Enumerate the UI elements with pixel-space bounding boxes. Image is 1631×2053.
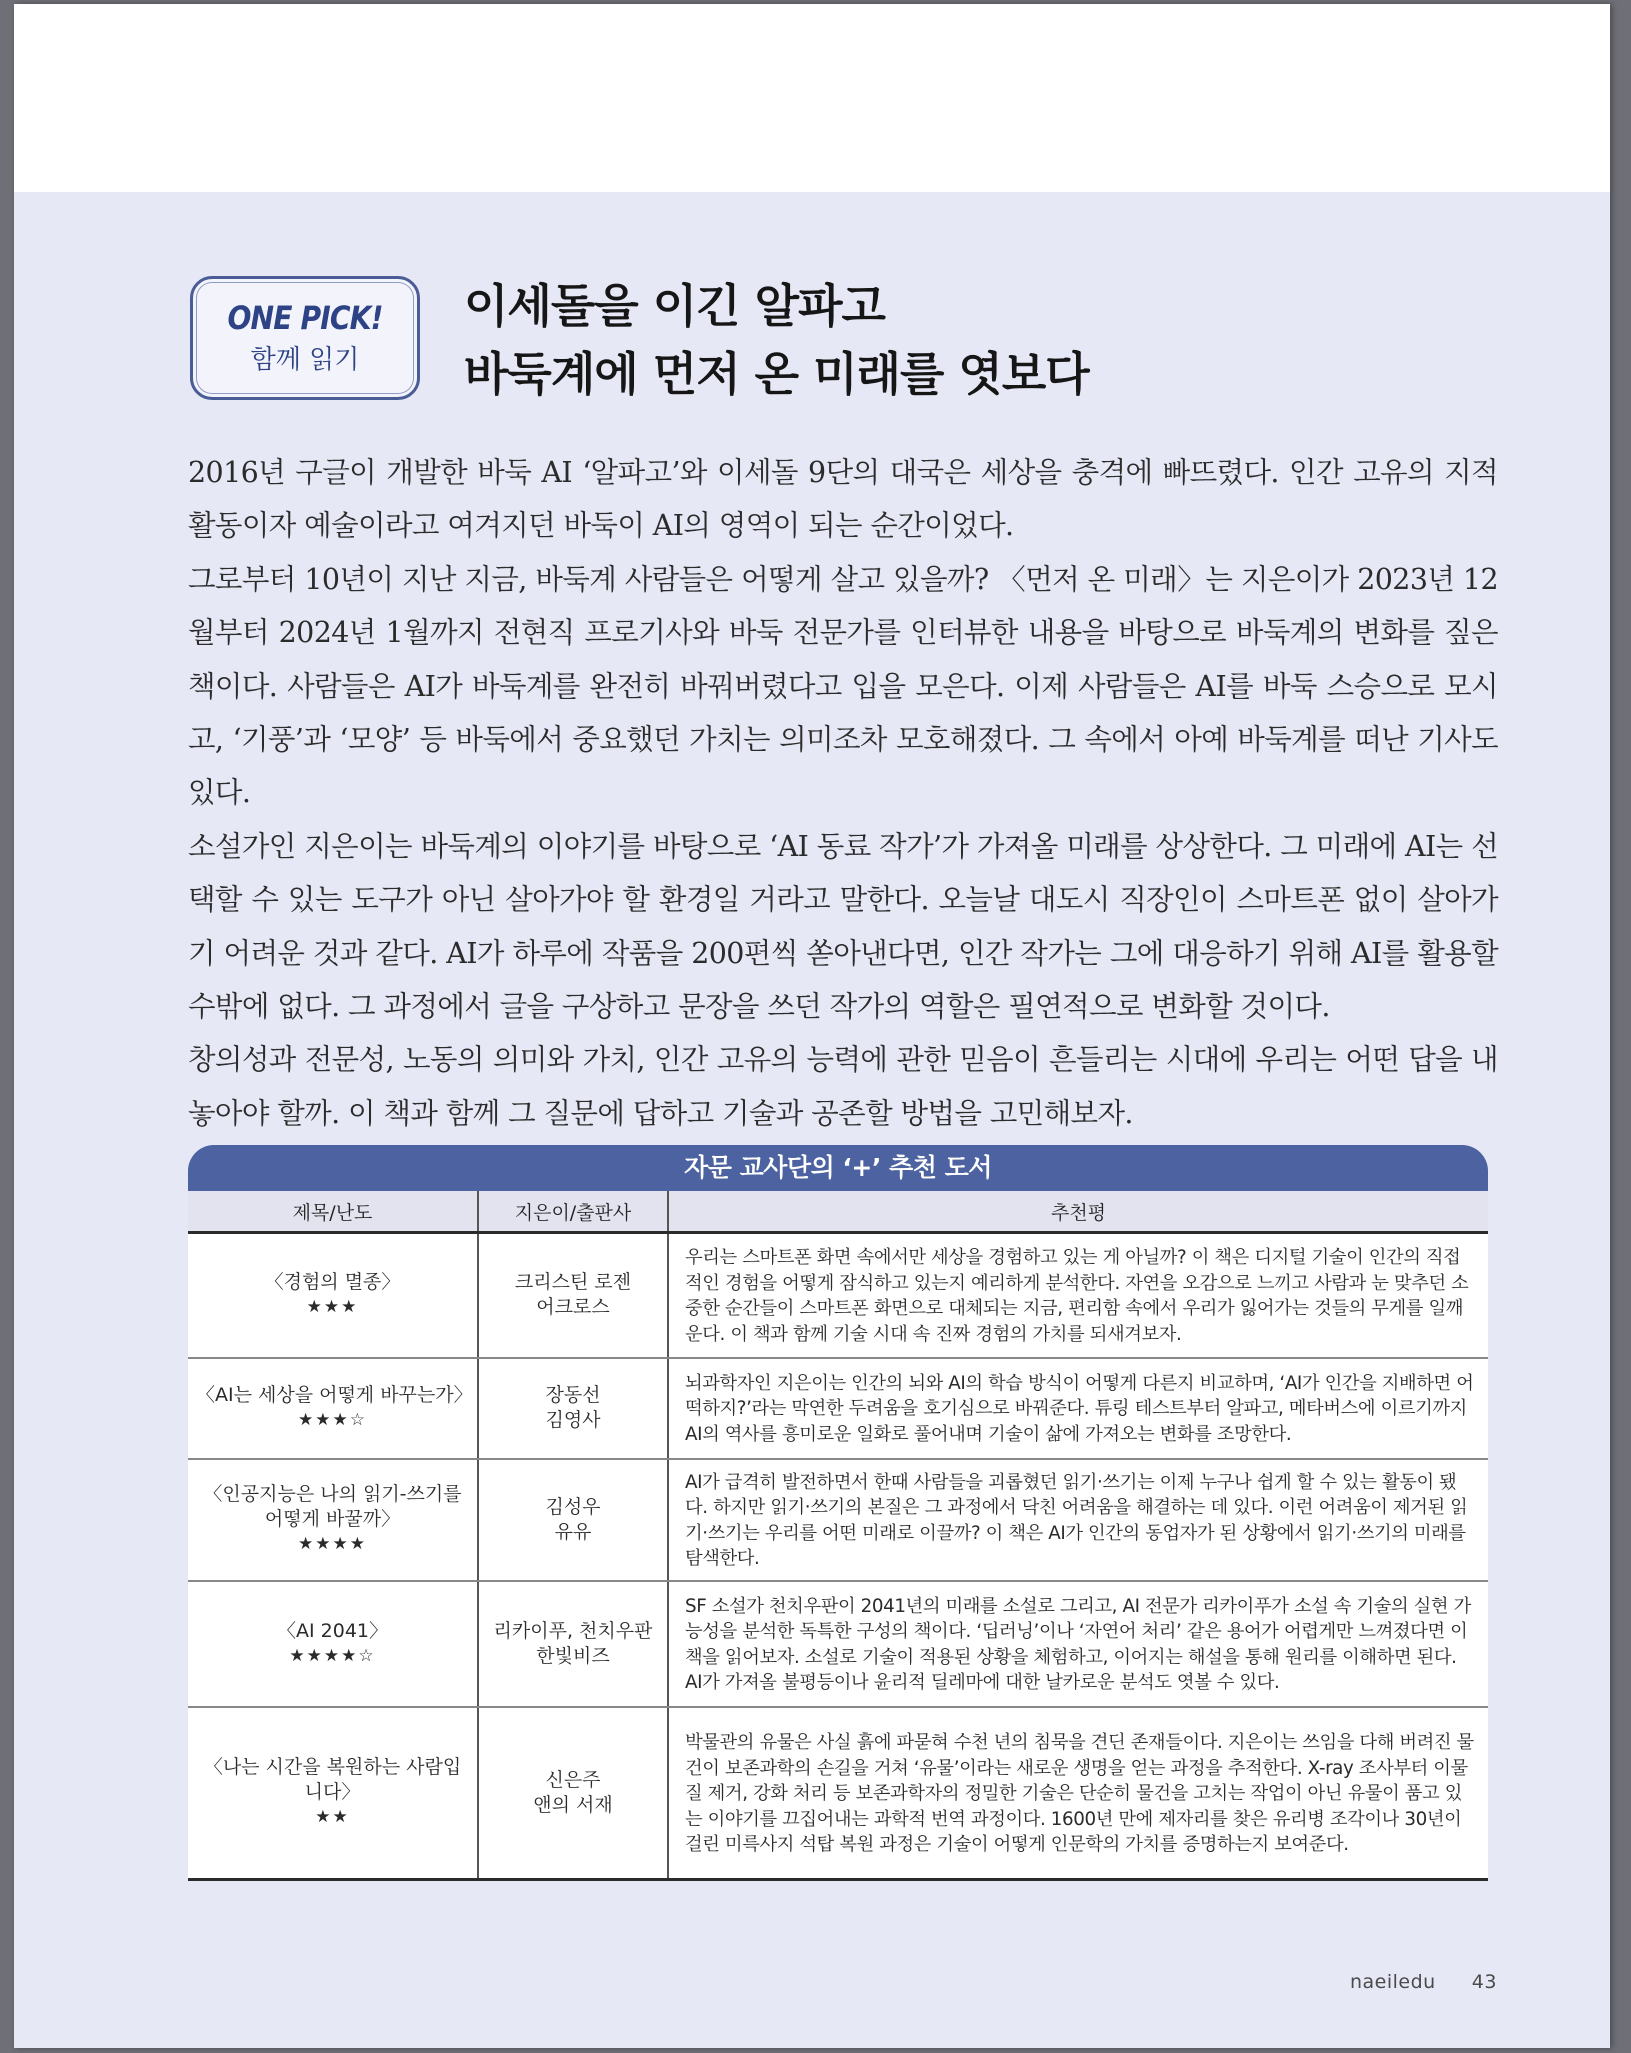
table-row	[188, 1358, 1488, 1459]
book-title: 〈AI 2041〉	[277, 1619, 388, 1642]
difficulty-stars: ★★★☆	[298, 1410, 367, 1430]
table-row	[188, 1581, 1488, 1707]
author-cell	[478, 1358, 668, 1459]
review-cell: 우리는 스마트폰 화면 속에서만 세상을 경험하고 있는 게 아닐까? 이 책은 디지털 기술이 인간의 직접적인 경험을 어떻게 잠식하고 있는지 예리하게 분석한다. 자연을 오감으로 느끼고 사람과 눈 맞추던 소중한 순간들이 스마트폰 화면으로 대체되는 지금, 편리함 속에서 우리가 잃어가는 것들의 무게를 일깨운다. 이 책과 함께 기술 시대 속 진짜 경험의 가치를 되새겨보자.	[668, 1233, 1488, 1358]
book-title-cell	[188, 1358, 478, 1459]
book-title-cell	[188, 1233, 478, 1358]
recommendation-title: 자문 교사단의 ‘+’ 추천 도서	[188, 1145, 1488, 1191]
table-row	[188, 1233, 1488, 1358]
author-cell	[478, 1707, 668, 1880]
recommendation-table	[188, 1191, 1488, 1881]
recommendation-box	[188, 1145, 1488, 1881]
author: 리카이푸, 천치우판	[493, 1619, 653, 1642]
headline-line-2: 바둑계에 먼저 온 미래를 엿보다	[464, 347, 1089, 401]
review-cell: SF 소설가 천치우판이 2041년의 미래를 소설로 그리고, AI 전문가 리카이푸가 소설 속 기술의 실현 가능성을 분석한 독특한 구성의 책이다. ‘딥러닝’이나 ‘자연어 처리’ 같은 용어가 어렵게만 느껴졌다면 이 책을 읽어보자. 소설로 기술이 적용된 상황을 체험하고, 이어지는 해설을 통해 원리를 이해하면 된다. AI가 가져올 불평등이나 윤리적 딜레마에 대한 날카로운 분석도 엿볼 수 있다.	[668, 1581, 1488, 1707]
footer-brand: naeiledu	[1350, 1971, 1436, 1993]
book-title: 〈경험의 멸종〉	[264, 1271, 401, 1294]
book-title: 〈나는 시간을 복원하는 사람입니다〉	[203, 1756, 462, 1804]
table-row	[188, 1459, 1488, 1581]
publisher: 유유	[554, 1520, 592, 1543]
book-title: 〈인공지능은 나의 읽기-쓰기를 어떻게 바꿀까〉	[203, 1483, 462, 1530]
review-cell: 박물관의 유물은 사실 흙에 파묻혀 수천 년의 침묵을 견딘 존재들이다. 지은이는 쓰임을 다해 버려진 물건이 보존과학의 손길을 거쳐 ‘유물’이라는 새로운 생명을 얻는 과정을 추적한다. X-ray 조사부터 이물질 제거, 강화 처리 등 보존과학자의 정밀한 기술은 단순히 물건을 고치는 작업이 아닌 유물이 품고 있는 이야기를 끄집어내는 과학적 번역 과정이다. 1600년 만에 제자리를 찾은 유리병 조각이나 30년이 걸린 미륵사지 석탑 복원 과정은 기술이 어떻게 인문학의 가치를 증명하는지 보여준다.	[668, 1707, 1488, 1880]
publisher: 어크로스	[536, 1296, 610, 1319]
difficulty-stars: ★★★★☆	[289, 1645, 376, 1666]
body-paragraph: 창의성과 전문성, 노동의 의미와 가치, 인간 고유의 능력에 관한 믿음이 흔들리는 시대에 우리는 어떤 답을 내놓아야 할까. 이 책과 함께 그 질문에 답하고 기술과 공존할 방법을 고민해보자.	[188, 1043, 1498, 1130]
table-row	[188, 1707, 1488, 1880]
review-cell: AI가 급격히 발전하면서 한때 사람들을 괴롭혔던 읽기·쓰기는 이제 누구나 쉽게 할 수 있는 활동이 됐다. 하지만 읽기·쓰기의 본질은 그 과정에서 닥친 어려움을 해결하는 데 있다. 이런 어려움이 제거된 읽기·쓰기는 우리를 어떤 미래로 이끌까? 이 책은 AI가 인간의 동업자가 된 상황에서 읽기·쓰기의 미래를 탐색한다.	[668, 1459, 1488, 1581]
body-paragraph: 2016년 구글이 개발한 바둑 AI ‘알파고’와 이세돌 9단의 대국은 세상을 충격에 빠뜨렸다. 인간 고유의 지적 활동이자 예술이라고 여겨지던 바둑이 AI의 영역이 되는 순간이었다.	[188, 456, 1498, 543]
badge-subtitle: 함께 읽기	[250, 345, 360, 375]
author-cell	[478, 1581, 668, 1707]
author: 장동선	[545, 1384, 601, 1406]
article-body	[188, 446, 1498, 1140]
difficulty-stars: ★★★	[306, 1297, 359, 1318]
book-title-cell	[188, 1707, 478, 1880]
column-header-author: 지은이/출판사	[478, 1191, 668, 1233]
body-paragraph: 소설가인 지은이는 바둑계의 이야기를 바탕으로 ‘AI 동료 작가’가 가져올 미래를 상상한다. 그 미래에 AI는 선택할 수 있는 도구가 아닌 살아가야 할 환경일 거라고 말한다. 오늘날 대도시 직장인이 스마트폰 없이 살아가기 어려운 것과 같다. AI가 하루에 작품을 200편씩 쏟아낸다면, 인간 작가는 그에 대응하기 위해 AI를 활용할 수밖에 없다. 그 과정에서 글을 구상하고 문장을 쓰던 작가의 역할은 필연적으로 변화할 것이다.	[188, 829, 1498, 1024]
author: 신은주	[545, 1768, 601, 1791]
table-header-row	[188, 1191, 1488, 1233]
column-header-title: 제목/난도	[188, 1191, 478, 1233]
page-number: 43	[1471, 1971, 1497, 1993]
column-header-review: 추천평	[668, 1191, 1488, 1233]
one-pick-badge	[190, 276, 420, 400]
article-headline	[464, 272, 1089, 408]
headline-line-1: 이세돌을 이긴 알파고	[464, 279, 885, 333]
badge-title: ONE PICK!	[227, 299, 383, 337]
publisher: 김영사	[545, 1409, 601, 1431]
publisher: 앤의 서재	[533, 1793, 613, 1816]
book-title: 〈AI는 세상을 어떻게 바꾸는가〉	[196, 1384, 473, 1406]
body-paragraph: 그로부터 10년이 지난 지금, 바둑계 사람들은 어떻게 살고 있을까? 〈먼저 온 미래〉는 지은이가 2023년 12월부터 2024년 1월까지 전현직 프로기사와 바둑 전문가를 인터뷰한 내용을 바탕으로 바둑계의 변화를 짚은 책이다. 사람들은 AI가 바둑계를 완전히 바꿔버렸다고 입을 모은다. 이제 사람들은 AI를 바둑 스승으로 모시고, ‘기풍’과 ‘모양’ 등 바둑에서 중요했던 가치는 의미조차 모호해졌다. 그 속에서 아예 바둑계를 떠난 기사도 있다.	[188, 562, 1498, 810]
author-cell	[478, 1459, 668, 1581]
review-cell: 뇌과학자인 지은이는 인간의 뇌와 AI의 학습 방식이 어떻게 다른지 비교하며, ‘AI가 인간을 지배하면 어떡하지?’라는 막연한 두려움을 호기심으로 바꿔준다. 튜링 테스트부터 알파고, 메타버스에 이르기까지 AI의 역사를 흥미로운 일화로 풀어내며 기술이 삶에 가져오는 변화를 조망한다.	[668, 1358, 1488, 1459]
magazine-page	[14, 4, 1610, 2048]
difficulty-stars: ★★	[315, 1807, 350, 1828]
author-cell	[478, 1233, 668, 1358]
page-footer	[1350, 1971, 1497, 1993]
publisher: 한빛비즈	[536, 1644, 610, 1667]
difficulty-stars: ★★★★	[298, 1534, 367, 1554]
book-title-cell	[188, 1581, 478, 1707]
book-title-cell	[188, 1459, 478, 1581]
page-top-margin	[14, 4, 1610, 192]
author: 김성우	[545, 1495, 601, 1518]
author: 크리스틴 로젠	[514, 1271, 632, 1294]
